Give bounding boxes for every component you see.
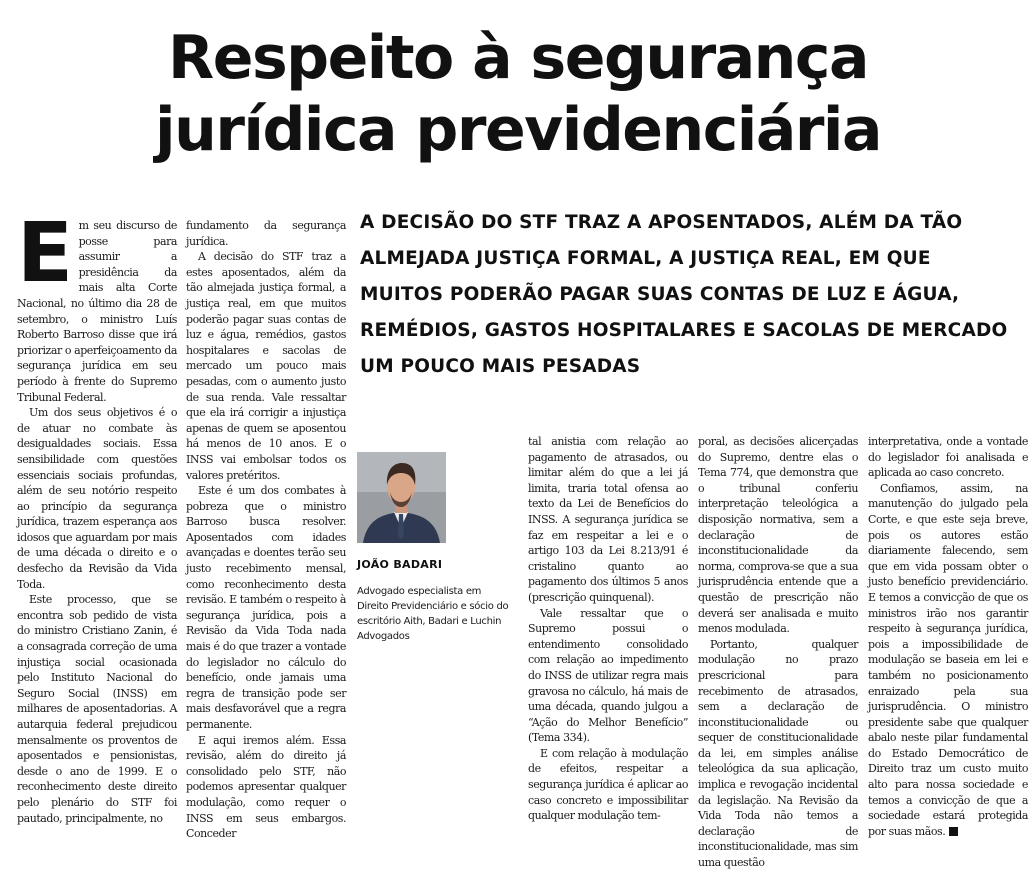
author-bio: Advogado especialista em Direito Previdenciário e sócio do escritório Aith, Badari e Luchin Advogados bbox=[357, 586, 509, 642]
headline-line-1: Respeito à segurança bbox=[168, 23, 868, 93]
article-column-1 bbox=[17, 206, 177, 826]
article-paragraph: Um dos seus objetivos é o de atuar no combate às desigualdades sociais. Essa sensibilidade com questões essenciais sociais profundas, além de seu notório respeito ao princípio da segurança jurídica, trazem esperança aos idosos que aguardam por mais de uma década o direito e o desfecho da Revisão da Vida Toda. bbox=[17, 406, 177, 591]
headline bbox=[0, 22, 1036, 166]
paragraph-text: Confiamos, assim, na manutenção do julgado pela Corte, e que este seja breve, pois os autores estão diariamente falecendo, sem que em vida possam obter o justo benefício previdenciário. E temos a convicção de que os ministros irão nos garantir respeito à segurança jurídica, pois a impossibilidade de modulação se baseia em lei e também no posicionamento enraizado pela sua jurisprudência. O ministro presidente sabe que qualquer abalo neste pilar fundamental do Estado Democrático de Direito traz um custo muito alto para nossa sociedade e temos a convicção de que a sociedade estará protegida por suas mãos. bbox=[868, 481, 1028, 838]
drop-cap: E bbox=[17, 206, 73, 301]
author-photo bbox=[357, 452, 446, 543]
article-paragraph bbox=[17, 206, 177, 405]
article-paragraph: A decisão do STF traz a estes aposentados, além da tão almejada justiça formal, a justiça real, em que muitos poderão pagar suas contas de luz e água, remédios, gastos hospitalares e sacolas de mercado um pouco mais pesadas, com o aumento justo de sua renda. Vale ressaltar que ela irá corrigir a injustiça apenas de quem se aposentou há menos de 10 anos. E o INSS vai embolsar todos os valores pretéritos. bbox=[186, 250, 346, 482]
article-paragraph: Portanto, qualquer modulação no prazo prescricional para recebimento de atrasados, sem a declaração de inconstitucionalidade ou sequer de constitucionalidade da lei, em simples análise teleológica da sua aplicação, implica e revogação incidental da legislação. Na Revisão da Vida Toda não temos a declaração de inconstitucionalidade, mas sim uma questão bbox=[698, 637, 858, 870]
paragraph-text: m seu discurso de posse para assumir a presidência da mais alta Corte Nacional, no último dia 28 de setembro, o ministro Luís Roberto Barroso disse que irá priorizar o aperfeiçoamento da segurança jurídica em seu período à frente do Supremo Tribunal Federal. bbox=[17, 219, 177, 404]
article-paragraph: Este é um dos combates à pobreza que o ministro Barroso busca resolver. Aposentados com idades avançadas e doentes terão seu justo recebimento mensal, como reconhecimento desta revisão. E também o respeito à segurança jurídica, pois a Revisão da Vida Toda nada mais é do que trazer a vontade do legislador no cálculo do benefício, onde jamais uma regra de transição pode ser mais desfavorável que a regra permanente. bbox=[186, 484, 346, 731]
pull-quote: A DECISÃO DO STF TRAZ A APOSENTADOS, ALÉM DA TÃO ALMEJADA JUSTIÇA FORMAL, A JUSTIÇA REAL, EM QUE MUITOS PODERÃO PAGAR SUAS CONTAS DE LUZ E ÁGUA, REMÉDIOS, GASTOS HOSPITALARES E SACOLAS DE MERCADO UM POUCO MAIS PESADAS bbox=[360, 212, 1008, 377]
article-paragraph: Este processo, que se encontra sob pedido de vista do ministro Cristiano Zanin, é a consagrada correção de uma injustiça social ocasionada pelo Instituto Nacional do Seguro Social (INSS) em milhares de aposentadorias. A autarquia federal prejudicou mensalmente os proventos de aposentados e pensionistas, desde o ano de 1999. E o reconhecimento deste direito pelo plenário do STF foi pautado, principalmente, no bbox=[17, 593, 177, 825]
article-paragraph: poral, as decisões alicerçadas do Supremo, dentre elas o Tema 774, que demonstra que o tribunal conferiu interpretação teleológica a disposição normativa, sem a declaração de inconstitucionalidade da norma, comprova-se que a sua jurisprudência entende que a questão de prescrição não deverá ser analisada e muito menos modulada. bbox=[698, 435, 858, 636]
headline-line-2: jurídica previdenciária bbox=[155, 95, 881, 165]
author-name: JOÃO BADARI bbox=[357, 558, 443, 571]
article-paragraph bbox=[868, 481, 1028, 840]
article-paragraph: Vale ressaltar que o Supremo possui o entendimento consolidado com relação ao impedimento do INSS de utilizar regra mais gravosa no cálculo, há mais de uma década, quando julgou a “Ação do Melhor Benefício” (Tema 334). bbox=[528, 606, 688, 745]
article-column-4 bbox=[698, 434, 858, 871]
end-of-article-mark bbox=[949, 827, 958, 836]
article-column-2 bbox=[186, 218, 346, 842]
article-paragraph: E com relação à modulação de efeitos, respeitar a segurança jurídica é aplicar ao caso concreto e impossibilitar qualquer modulação tem- bbox=[528, 746, 688, 823]
article-paragraph: E aqui iremos além. Essa revisão, além do direito já consolidado pelo STF, não podemos apresentar qualquer modulação, como requer o INSS em seus embargos. Conceder bbox=[186, 733, 346, 841]
article-column-3 bbox=[528, 434, 688, 824]
article-paragraph: fundamento da segurança jurídica. bbox=[186, 219, 346, 248]
author-portrait-image bbox=[357, 452, 446, 543]
article-column-5 bbox=[868, 434, 1028, 839]
article-paragraph: interpretativa, onde a vontade do legislador foi analisada e aplicada ao caso concreto. bbox=[868, 435, 1028, 480]
article-paragraph: tal anistia com relação ao pagamento de atrasados, ou limitar além do que a lei já limita, traria total ofensa ao texto da Lei de Benefícios do INSS. A segurança jurídica se faz em respeitar a lei e o artigo 103 da Lei 8.213/91 é cristalino quanto ao pagamento dos últimos 5 anos (prescrição quinquenal). bbox=[528, 435, 688, 604]
